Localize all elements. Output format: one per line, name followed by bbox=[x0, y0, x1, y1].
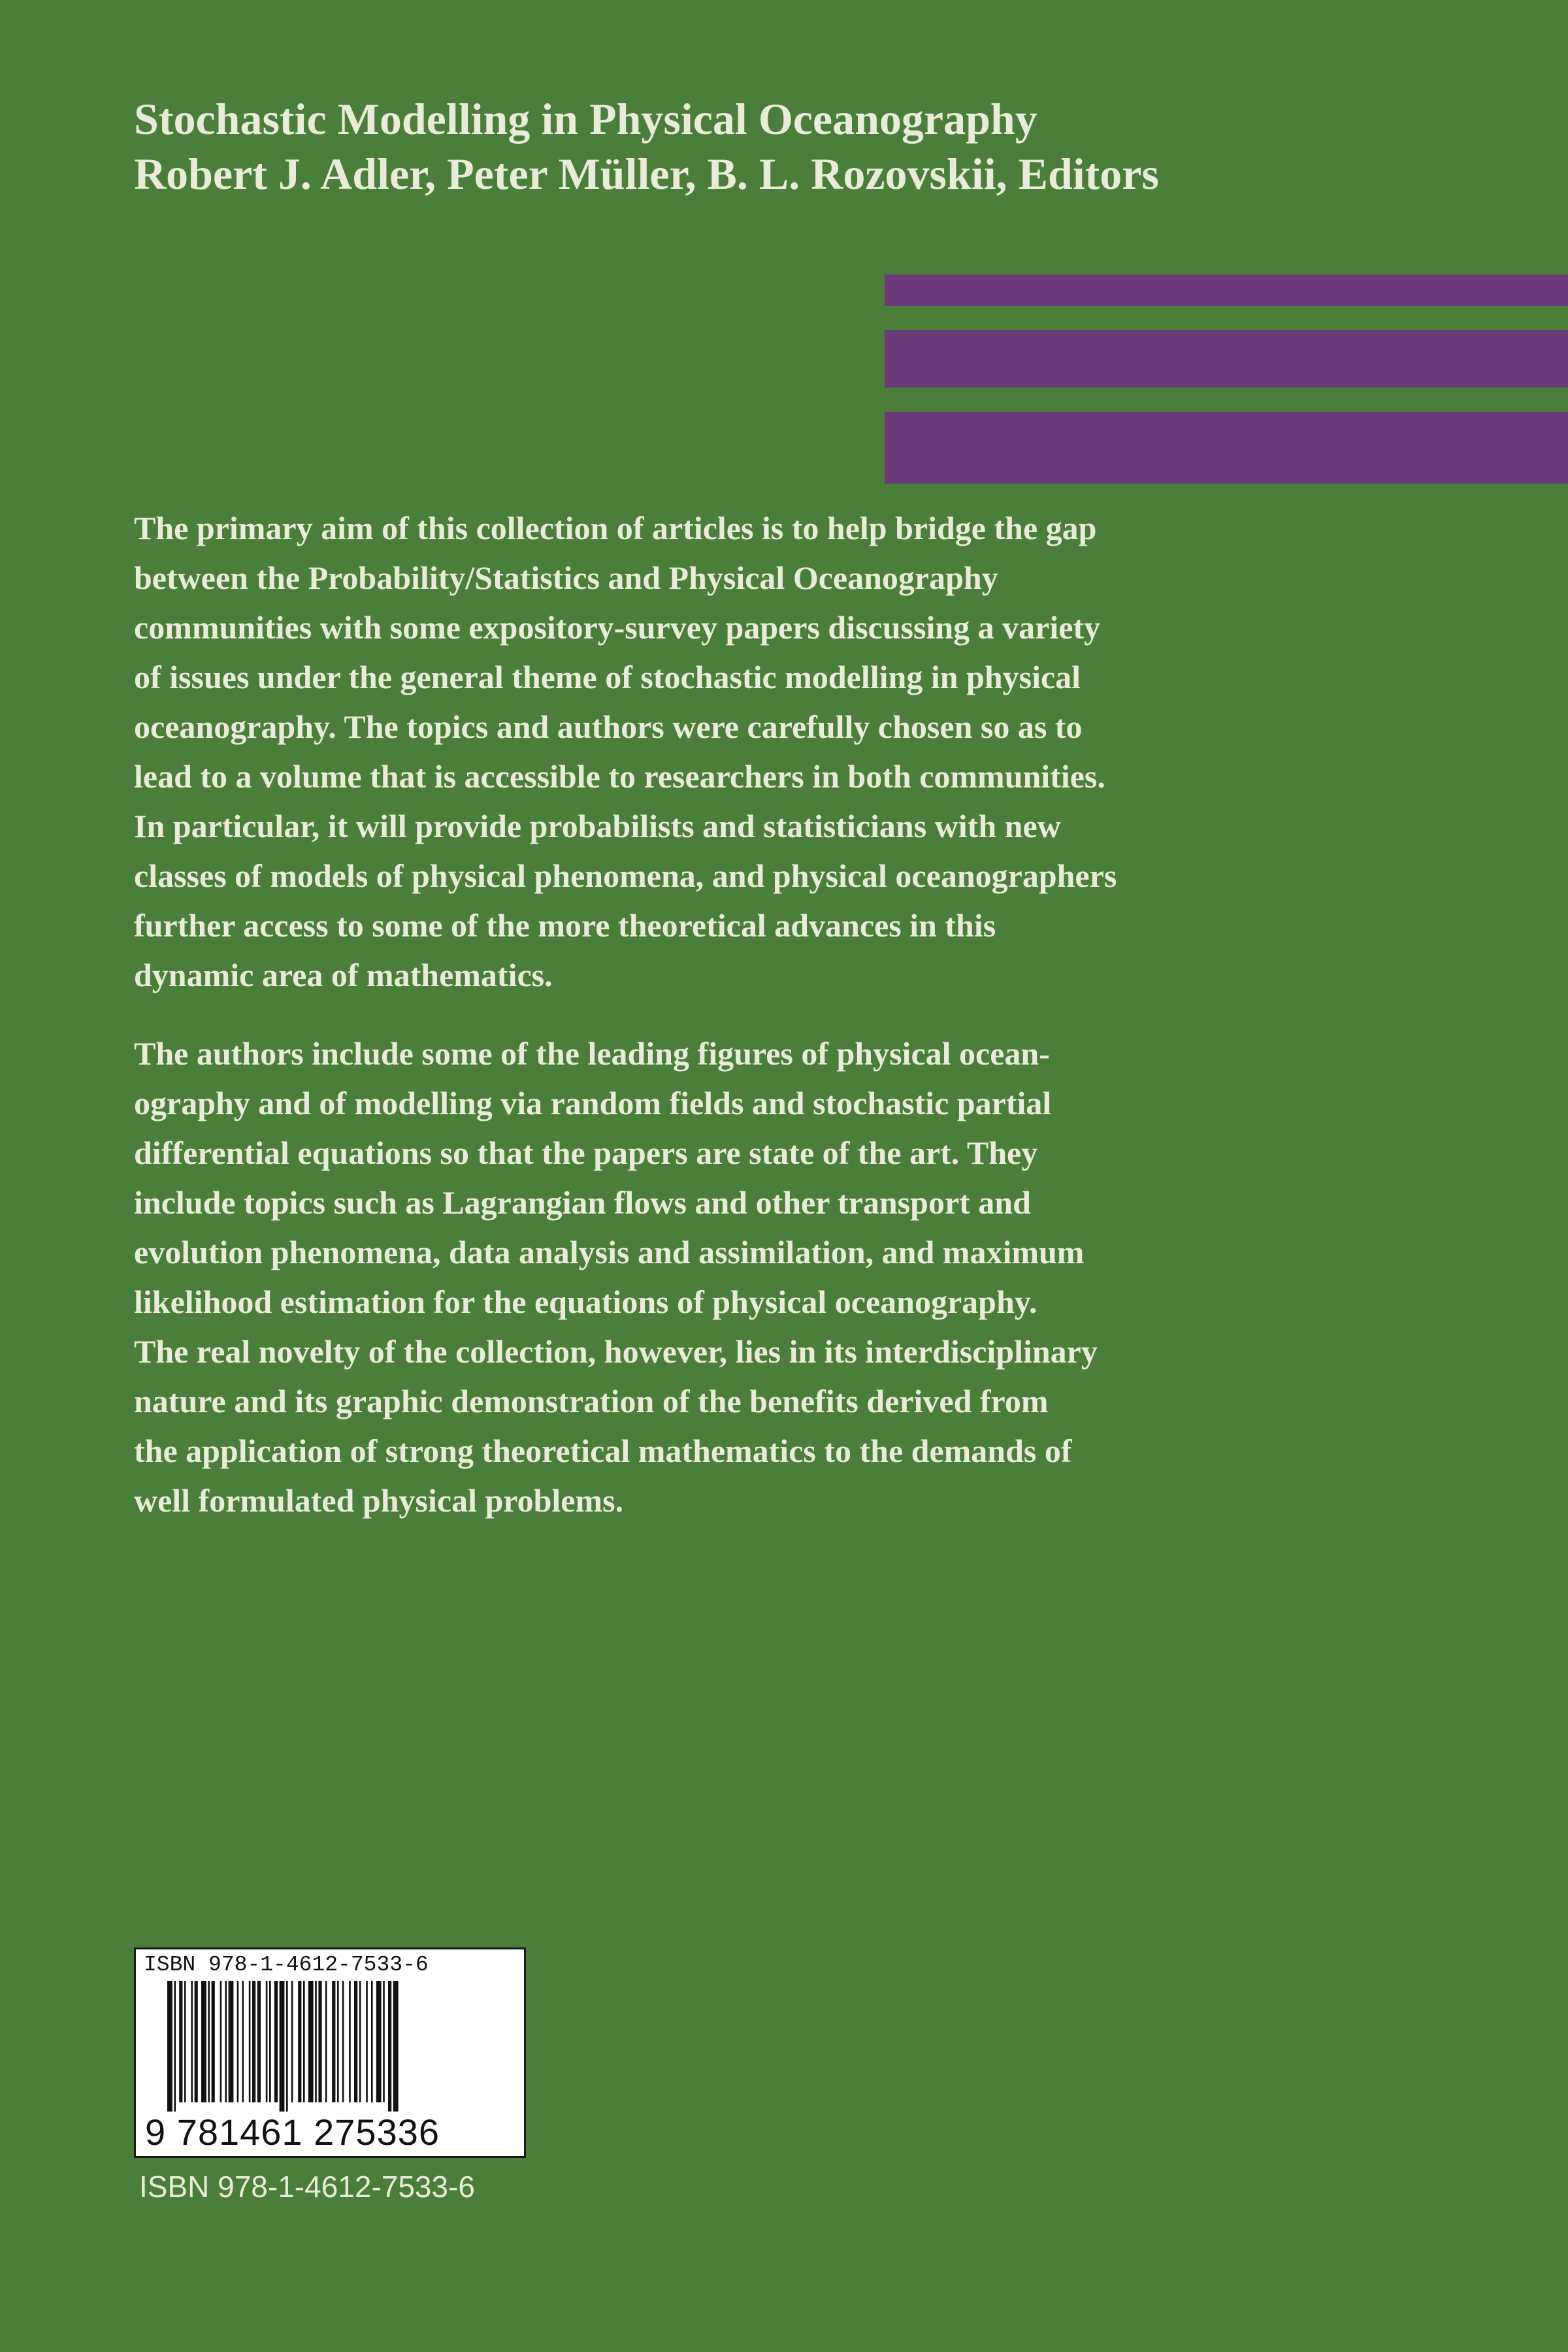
blurb-line: The primary aim of this collection of articles is to help bridge the gap bbox=[134, 510, 1097, 546]
barcode-bar bbox=[266, 1981, 268, 2102]
blurb-paragraph-1 bbox=[134, 503, 1284, 1000]
blurb-line: likelihood estimation for the equations of physical oceanography. bbox=[134, 1284, 1037, 1320]
barcode-bar bbox=[303, 1981, 305, 2102]
barcode-bar bbox=[376, 1981, 382, 2102]
blurb-line: evolution phenomena, data analysis and assimilation, and maximum bbox=[134, 1234, 1085, 1270]
barcode-bar bbox=[308, 1981, 314, 2102]
barcode-bar bbox=[298, 1981, 301, 2102]
barcode-isbn-text: ISBN 978-1-4612-7533-6 bbox=[144, 1953, 429, 1977]
barcode-bar bbox=[252, 1981, 255, 2102]
barcode-bar bbox=[291, 1981, 293, 2102]
barcode-bar bbox=[167, 1981, 172, 2112]
decorative-stripe-bottom bbox=[885, 412, 1568, 484]
barcode-bar bbox=[237, 1981, 239, 2102]
blurb-line: the application of strong theoretical mathematics to the demands of bbox=[134, 1433, 1072, 1469]
blurb-line: communities with some expository-survey papers discussing a variety bbox=[134, 609, 1101, 646]
blurb bbox=[134, 503, 1284, 1554]
barcode-icon bbox=[167, 1981, 494, 2112]
barcode-bar bbox=[208, 1981, 210, 2102]
blurb-line: of issues under the general theme of stochastic modelling in physical bbox=[134, 659, 1081, 695]
barcode-bar bbox=[342, 1981, 344, 2102]
barcode-digits: 9 781461 275336 bbox=[145, 2112, 440, 2153]
book-editors: Robert J. Adler, Peter Müller, B. L. Rozovskii, Editors bbox=[134, 149, 1159, 199]
barcode-bar bbox=[269, 1981, 271, 2102]
barcode-bar bbox=[318, 1981, 321, 2102]
barcode-bar bbox=[212, 1981, 215, 2102]
barcode-bar bbox=[184, 1981, 186, 2102]
barcode-bar bbox=[257, 1981, 261, 2102]
barcode-bar bbox=[332, 1981, 335, 2102]
barcode-bar bbox=[174, 1981, 176, 2112]
barcode-bar bbox=[179, 1981, 182, 2102]
blurb-line: between the Probability/Statistics and Physical Oceanography bbox=[134, 559, 998, 596]
barcode-bar bbox=[249, 1981, 251, 2102]
blurb-line: oceanography. The topics and authors were carefully chosen so as to bbox=[134, 708, 1083, 745]
barcode-bar bbox=[366, 1981, 368, 2102]
blurb-line: The real novelty of the collection, however, lies in its interdisciplinary bbox=[134, 1333, 1098, 1370]
barcode-bar bbox=[286, 1981, 288, 2112]
book-title: Stochastic Modelling in Physical Oceanography bbox=[134, 94, 1037, 144]
barcode-bar bbox=[191, 1981, 193, 2102]
barcode-bar bbox=[349, 1981, 351, 2102]
barcode-bar bbox=[359, 1981, 361, 2102]
blurb-line: The authors include some of the leading figures of physical ocean- bbox=[134, 1035, 1050, 1072]
blurb-line: lead to a volume that is accessible to researchers in both communities. bbox=[134, 758, 1105, 795]
blurb-line: nature and its graphic demonstration of the benefits derived from bbox=[134, 1383, 1049, 1419]
barcode-bar bbox=[337, 1981, 339, 2102]
barcode-bar bbox=[195, 1981, 198, 2102]
blurb-line: further access to some of the more theoretical advances in this bbox=[134, 907, 996, 944]
barcode-bar bbox=[220, 1981, 222, 2102]
cover-header bbox=[134, 91, 1375, 201]
barcode-bar bbox=[280, 1981, 285, 2112]
barcode-bar bbox=[325, 1981, 327, 2102]
barcode-bar bbox=[388, 1981, 391, 2112]
blurb-line: In particular, it will provide probabilists and statisticians with new bbox=[134, 808, 1061, 844]
blurb-line: include topics such as Lagrangian flows and other transport and bbox=[134, 1184, 1031, 1221]
blurb-line: dynamic area of mathematics. bbox=[134, 957, 553, 993]
barcode-bar bbox=[371, 1981, 373, 2102]
barcode-bar bbox=[242, 1981, 244, 2102]
barcode-bar bbox=[393, 1981, 399, 2112]
barcode-bar bbox=[229, 1981, 234, 2102]
decorative-stripe-middle bbox=[885, 330, 1568, 388]
barcode-bar bbox=[225, 1981, 227, 2102]
barcode-bar bbox=[315, 1981, 317, 2102]
barcode-label bbox=[134, 1947, 526, 2158]
blurb-line: well formulated physical problems. bbox=[134, 1482, 624, 1519]
blurb-line: differential equations so that the papers are state of the art. They bbox=[134, 1135, 1038, 1171]
barcode-bar bbox=[201, 1981, 206, 2102]
decorative-stripe-top bbox=[885, 274, 1568, 306]
isbn-text: ISBN 978-1-4612-7533-6 bbox=[139, 2170, 475, 2204]
barcode-bar bbox=[354, 1981, 357, 2102]
barcode-bar bbox=[274, 1981, 278, 2102]
blurb-paragraph-2 bbox=[134, 1029, 1284, 1525]
blurb-line: classes of models of physical phenomena, and physical oceanographers bbox=[134, 857, 1117, 894]
barcode-bar bbox=[383, 1981, 385, 2102]
blurb-line: ography and of modelling via random fields and stochastic partial bbox=[134, 1085, 1052, 1121]
